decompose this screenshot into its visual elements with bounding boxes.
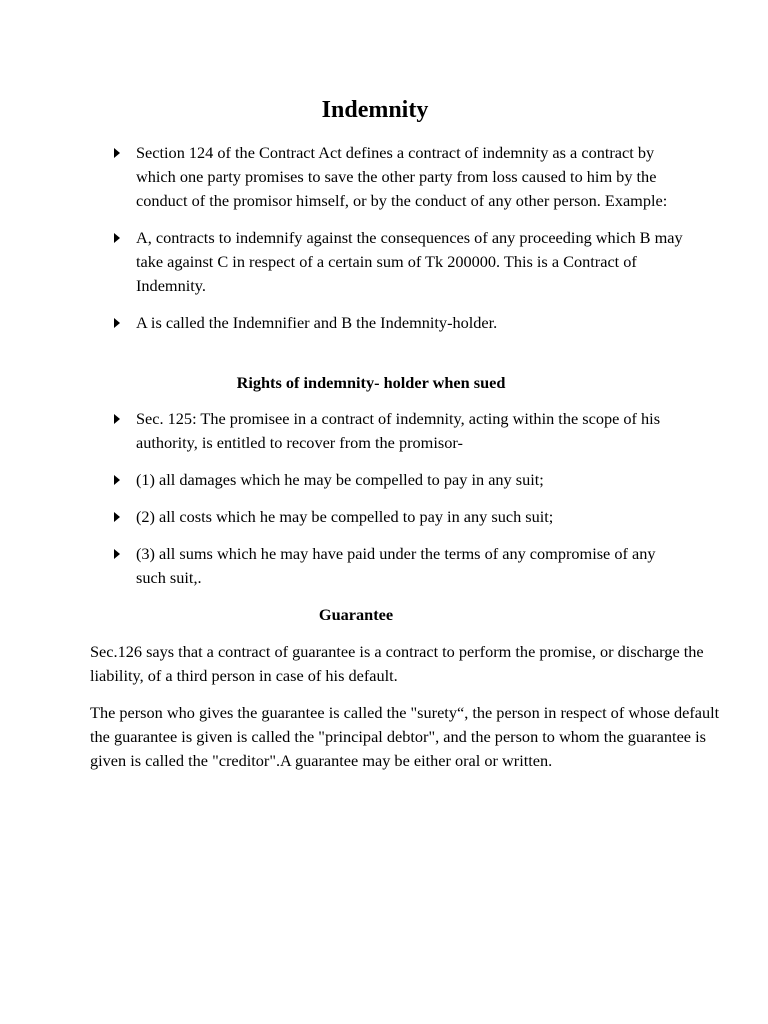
rights-bullet-list <box>112 407 687 590</box>
bullet-arrow-icon <box>114 148 120 158</box>
list-item <box>112 468 687 492</box>
bullet-text: Sec. 125: The promisee in a contract of indemnity, acting within the scope of his authority, is entitled to recover from the promisor- <box>136 409 661 452</box>
list-item <box>112 542 687 590</box>
bullet-text: Section 124 of the Contract Act defines a contract of indemnity as a contract by which one party promises to save the other party from loss caused to him by the conduct of the promisor himself, or by the conduct of any other person. Example: <box>136 143 668 210</box>
bullet-arrow-icon <box>114 512 120 522</box>
bullet-text: A, contracts to indemnify against the consequences of any proceeding which B may take against C in respect of a certain sum of Tk 200000. This is a Contract of Indemnity. <box>136 228 683 295</box>
section-heading-guarantee: Guarantee <box>318 605 394 624</box>
bullet-text: (2) all costs which he may be compelled to pay in any such suit; <box>136 507 554 526</box>
list-item <box>112 141 687 213</box>
bullet-arrow-icon <box>114 475 120 485</box>
list-item <box>112 407 687 455</box>
bullet-arrow-icon <box>114 549 120 559</box>
page-title: Indemnity <box>321 97 429 123</box>
bullet-arrow-icon <box>114 414 120 424</box>
bullet-text: A is called the Indemnifier and B the Indemnity-holder. <box>136 313 498 332</box>
bullet-arrow-icon <box>114 233 120 243</box>
bullet-arrow-icon <box>114 318 120 328</box>
bullet-text: (3) all sums which he may have paid under the terms of any compromise of any such suit,. <box>136 544 656 587</box>
section-heading-rights: Rights of indemnity- holder when sued <box>236 373 506 392</box>
list-item <box>112 505 687 529</box>
intro-bullet-list <box>112 141 687 335</box>
guarantee-paragraph: Sec.126 says that a contract of guarantee is a contract to perform the promise, or discharge the liability, of a third person in case of his default. <box>90 642 704 685</box>
guarantee-paragraph: The person who gives the guarantee is called the "surety“, the person in respect of whose default the guarantee is given is called the "principal debtor", and the person to whom the guarantee is given is called the "creditor".A guarantee may be either oral or written. <box>90 703 720 770</box>
list-item <box>112 311 687 335</box>
bullet-text: (1) all damages which he may be compelled to pay in any suit; <box>136 470 544 489</box>
list-item <box>112 226 687 298</box>
